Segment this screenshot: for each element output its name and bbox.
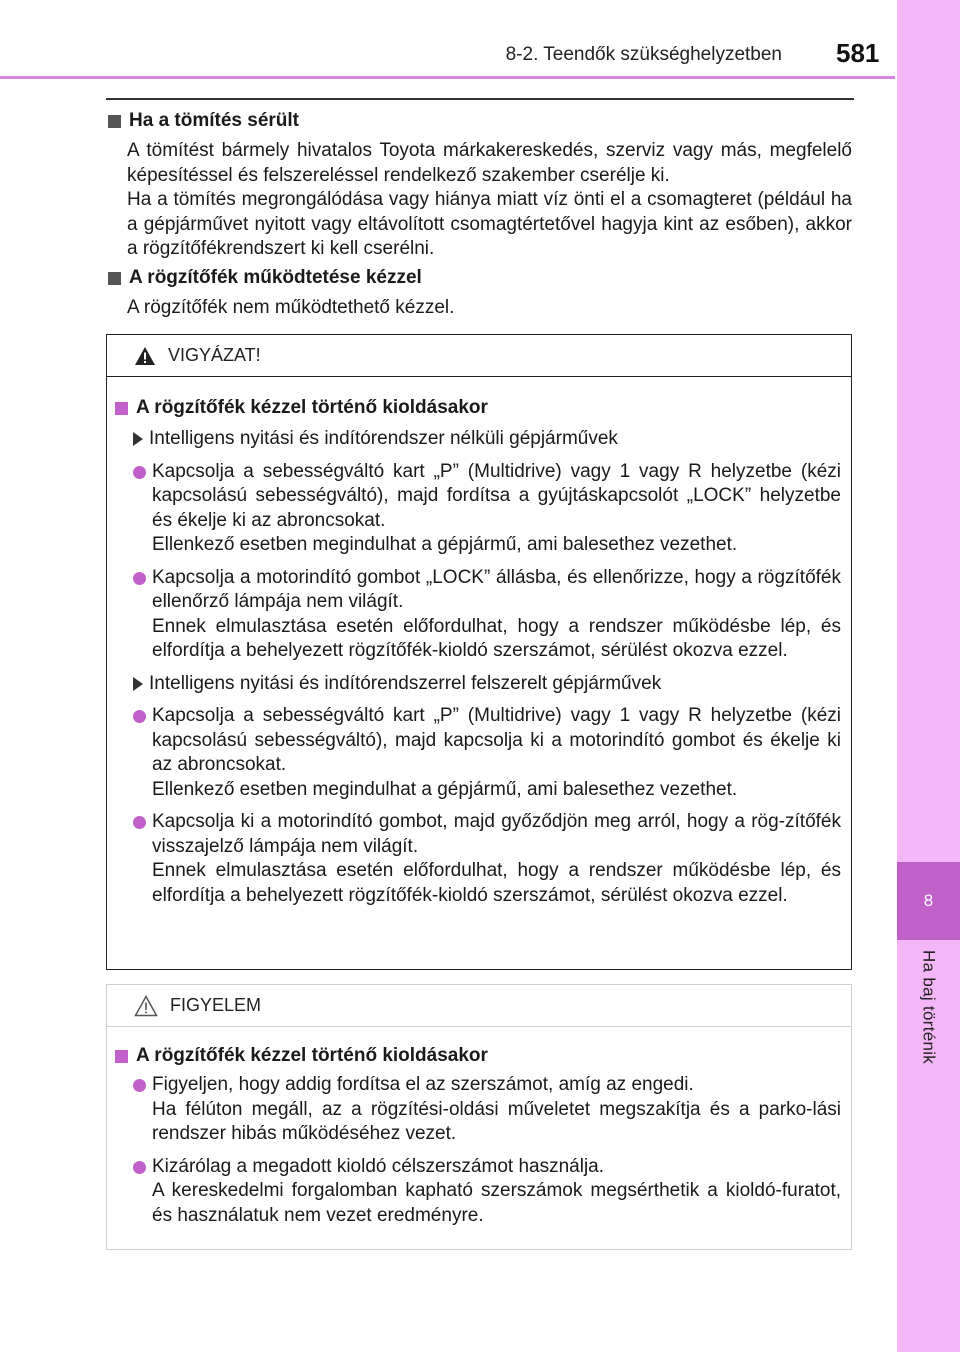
list-item-note: Ha félúton megáll, az a rögzítési-oldási műveletet megszakítja és a parko-lási rendszer hibás működéséhez vezet. (152, 1098, 841, 1144)
section-heading (106, 108, 852, 134)
warning-heading (113, 395, 841, 421)
triangle-arrow-icon (133, 677, 143, 691)
circle-bullet-icon (133, 816, 146, 829)
warning-triangle-filled-icon (134, 346, 156, 366)
list-item-note: Ennek elmulasztása esetén előfordulhat, hogy a rendszer működésbe lép, és elfordítja a behelyezett rögzítőfék-kioldó szerszámot, sérülést okozva ezzel. (152, 615, 841, 661)
subheading-text: Intelligens nyitási és indítórendszer nélküli gépjárművek (149, 428, 618, 449)
section-heading (106, 265, 852, 291)
paragraph: A tömítést bármely hivatalos Toyota márkakereskedés, szerviz vagy más, megfelelő képesítéssel és felszereléssel rendelkező szakember cserélje ki. (127, 140, 852, 186)
header-divider (0, 76, 895, 79)
paragraph: Ha a tömítés megrongálódása vagy hiánya miatt víz önti el a csomagteret (például ha a gépjárművet nyitott vagy eltávolított csomagtértetővel hagyja kint az esőben), akkor a rögzítőfékrendszert ki kell cserélni. (127, 189, 852, 259)
circle-bullet-icon (133, 1079, 146, 1092)
square-bullet-icon (115, 1050, 128, 1063)
header-section-title: 8-2. Teendők szükséghelyzetben (505, 44, 782, 65)
list-item (133, 810, 841, 908)
warning-triangle-outline-icon (134, 995, 158, 1017)
warning-box-body (107, 377, 851, 908)
list-item (133, 566, 841, 664)
warning-heading-text: A rögzítőfék kézzel történő kioldásakor (136, 397, 488, 418)
chapter-title-vertical (897, 950, 960, 1190)
list-item-note: Ennek elmulasztása esetén előfordulhat, hogy a rendszer működésbe lép, és elfordítja a behelyezett rögzítőfék-kioldó szerszámot, sérülést okozva ezzel. (152, 860, 841, 906)
notice-heading (113, 1043, 841, 1069)
top-rule (106, 98, 854, 100)
subheading (133, 672, 841, 697)
list-item-note: A kereskedelmi forgalomban kapható szerszámok megsérthetik a kioldó-furatot, és használatuk nem vezet eredményre. (152, 1180, 841, 1226)
list-item-text: Kapcsolja a motorindító gombot „LOCK” állásba, és ellenőrizze, hogy a rögzítőfék ellenőrző lámpája nem világít. (152, 566, 841, 612)
list-item-text: Figyeljen, hogy addig fordítsa el az szerszámot, amíg az engedi. (152, 1074, 694, 1095)
square-bullet-icon (115, 402, 128, 415)
section-heading-text: A rögzítőfék működtetése kézzel (129, 267, 422, 288)
square-bullet-icon (108, 272, 121, 285)
notice-box (106, 984, 852, 1250)
subheading (133, 427, 841, 452)
notice-heading-text: A rögzítőfék kézzel történő kioldásakor (136, 1045, 488, 1066)
circle-bullet-icon (133, 572, 146, 585)
list-item-text: Kapcsolja a sebességváltó kart „P” (Multidrive) vagy 1 vagy R helyzetbe (kézi kapcsolású sebességváltó), majd fordítsa a gyújtáskapcsolót „LOCK” helyzetbe és ékelje ki az abroncsokat. (152, 460, 841, 531)
notice-box-body (107, 1027, 851, 1228)
section-manual-operation (106, 265, 852, 321)
warning-box-header (107, 335, 851, 377)
list-item (133, 460, 841, 558)
list-item (133, 1073, 841, 1147)
circle-bullet-icon (133, 466, 146, 479)
warning-label: VIGYÁZAT! (168, 345, 261, 365)
chapter-number: 8 (923, 891, 934, 910)
circle-bullet-icon (133, 710, 146, 723)
list-item-note: Ellenkező esetben megindulhat a gépjármű, ami balesethez vezethet. (152, 534, 738, 555)
triangle-arrow-icon (133, 432, 143, 446)
notice-label: FIGYELEM (170, 995, 262, 1015)
list-item-text: Kapcsolja a sebességváltó kart „P” (Multidrive) vagy 1 vagy R helyzetbe (kézi kapcsolású sebességváltó), majd kapcsolja ki a motorindító gombot és ékelje ki az abroncsokat. (152, 705, 841, 775)
section-seal-damaged (106, 108, 852, 262)
notice-box-header (107, 985, 851, 1027)
list-item-text: Kizárólag a megadott kioldó célszerszámot használja. (152, 1155, 605, 1177)
subheading-text: Intelligens nyitási és indítórendszerrel felszerelt gépjárművek (149, 672, 662, 694)
page-number: 581 (836, 38, 880, 68)
square-bullet-icon (108, 115, 121, 128)
warning-box (106, 334, 852, 970)
circle-bullet-icon (133, 1161, 146, 1174)
chapter-title: Ha baj történik (919, 950, 939, 1065)
paragraph: A rögzítőfék nem működtethető kézzel. (127, 297, 455, 318)
list-item (133, 1155, 841, 1229)
list-item-note: Ellenkező esetben megindulhat a gépjármű, ami balesethez vezethet. (152, 778, 738, 800)
section-heading-text: Ha a tömítés sérült (129, 110, 299, 131)
list-item-text: Kapcsolja ki a motorindító gombot, majd győződjön meg arról, hogy a rög-zítőfék visszajelző lámpája nem világít. (152, 811, 841, 857)
list-item (133, 704, 841, 802)
